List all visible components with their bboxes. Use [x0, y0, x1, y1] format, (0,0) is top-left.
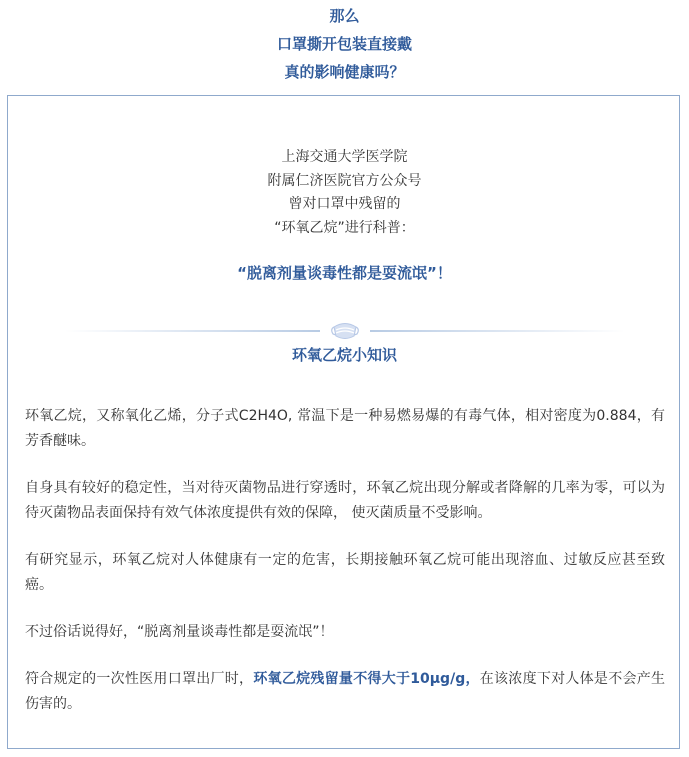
article-title	[0, 0, 689, 86]
paragraph-5	[25, 667, 665, 717]
intro-line-3: 曾对口罩中残留的	[288, 196, 401, 212]
title-line-3: 真的影响健康吗？	[284, 63, 405, 81]
intro-line-1: 上海交通大学医学院	[281, 149, 408, 165]
intro-line-2: 附属仁济医院官方公众号	[267, 172, 422, 189]
section-title: 环氧乙烷小知识	[291, 346, 397, 364]
title-line-1: 那么	[329, 7, 360, 25]
paragraph-3: 有研究显示，环氧乙烷对人体健康有一定的危害，长期接触环氧乙烷可能出现溶血、过敏反应甚至致癌。	[25, 552, 665, 593]
paragraph-5-end: 在该浓度下对人体是不会产生伤害的。	[25, 671, 665, 712]
intro-block	[0, 146, 689, 240]
slogan-text: “脱离剂量谈毒性都是耍流氓”！	[237, 264, 452, 282]
intro-line-4: “环氧乙烷”进行科普：	[274, 219, 415, 236]
paragraph-5-start: 符合规定的一次性医用口罩出厂时，	[25, 671, 254, 687]
title-line-2: 口罩撕开包装直接戴	[276, 35, 412, 53]
divider-left-line	[65, 330, 320, 332]
paragraph-4: 不过俗话说得好，“脱离剂量谈毒性都是耍流氓”！	[25, 624, 334, 640]
paragraph-2: 自身具有较好的稳定性，当对待灭菌物品进行穿透时，环氧乙烷出现分解或者降解的几率为零，可以为待灭菌物品表面保持有效气体浓度提供有效的保障， 使灭菌质量不受影响。	[25, 480, 665, 521]
divider-right-line	[370, 330, 625, 332]
face-mask-icon	[330, 316, 360, 344]
residue-limit-highlight: 环氧乙烷残留量不得大于10μg/g，	[253, 671, 480, 687]
article-body	[25, 404, 665, 739]
paragraph-1: 环氧乙烷，又称氧化乙烯，分子式C2H4O, 常温下是一种易燃易爆的有毒气体，相对密度为0.884，有芳香醚味。	[25, 408, 665, 449]
